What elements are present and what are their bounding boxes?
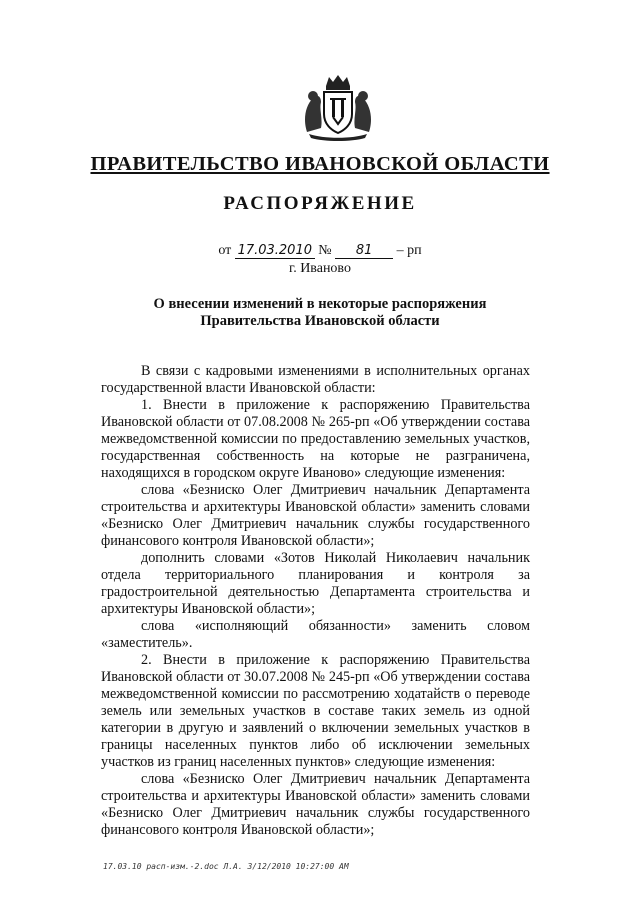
body-paragraph: В связи с кадровыми изменениями в исполнительных органах государственной власти Ивановской области: xyxy=(101,363,530,396)
body-paragraph: слова «Безниско Олег Дмитриевич начальник Департамента строительства и архитектуры Ивановской области» заменить словами «Безниско Олег Дмитриевич начальник службы государственного финансового контроля Ивановской области»; xyxy=(101,482,530,549)
date-number-line xyxy=(0,243,640,259)
number-suffix: – рп xyxy=(396,243,422,258)
ivanovo-coat-of-arms-icon xyxy=(299,72,377,142)
city-label: г. Иваново xyxy=(289,261,351,276)
file-footer: 17.03.10 расп-изм.-2.doc Л.А. 3/12/2010 10:27:00 AM xyxy=(103,862,349,871)
body-paragraph: дополнить словами «Зотов Николай Николаевич начальник отдела территориального планирования и контроля за градостроительной деятельностью Департамента строительства и архитектуры Ивановской области»; xyxy=(101,550,530,617)
document-subject: О внесении изменений в некоторые распоряжения Правительства Ивановской области xyxy=(153,296,487,329)
body-paragraph: 2. Внести в приложение к распоряжению Правительства Ивановской области от 30.07.2008 № 245-рп «Об утверждении состава межведомственной комиссии по рассмотрению ходатайств о переводе земель или земельных участков в составе таких земель из одной категории в другую и заявлений о включении земельных участков в границы населенных пунктов либо об исключении земельных участков из границ населенных пунктов» следующие изменения: xyxy=(101,652,530,770)
number-value: 81 xyxy=(335,244,393,259)
number-prefix: № xyxy=(318,243,332,258)
body-paragraph: слова «Безниско Олег Дмитриевич начальник Департамента строительства и архитектуры Ивановской области» заменить словами «Безниско Олег Дмитриевич начальник службы государственного финансового контроля Ивановской области»; xyxy=(101,771,530,838)
document-type-title: РАСПОРЯЖЕНИЕ xyxy=(223,193,417,214)
government-title xyxy=(0,153,640,176)
body-paragraph: 1. Внести в приложение к распоряжению Правительства Ивановской области от 07.08.2008 № 265-рп «Об утверждении состава межведомственной комиссии по предоставлению земельных участков, государственная собственность на которые не разграничена, находящихся в городском округе Иваново» следующие изменения: xyxy=(101,397,530,481)
date-value: 17.03.2010 xyxy=(235,244,315,259)
body-paragraph: слова «исполняющий обязанности» заменить словом «заместитель». xyxy=(101,618,530,651)
date-prefix: от xyxy=(218,243,232,258)
document-body xyxy=(101,363,530,839)
government-name: ПРАВИТЕЛЬСТВО ИВАНОВСКОЙ ОБЛАСТИ xyxy=(90,153,550,175)
